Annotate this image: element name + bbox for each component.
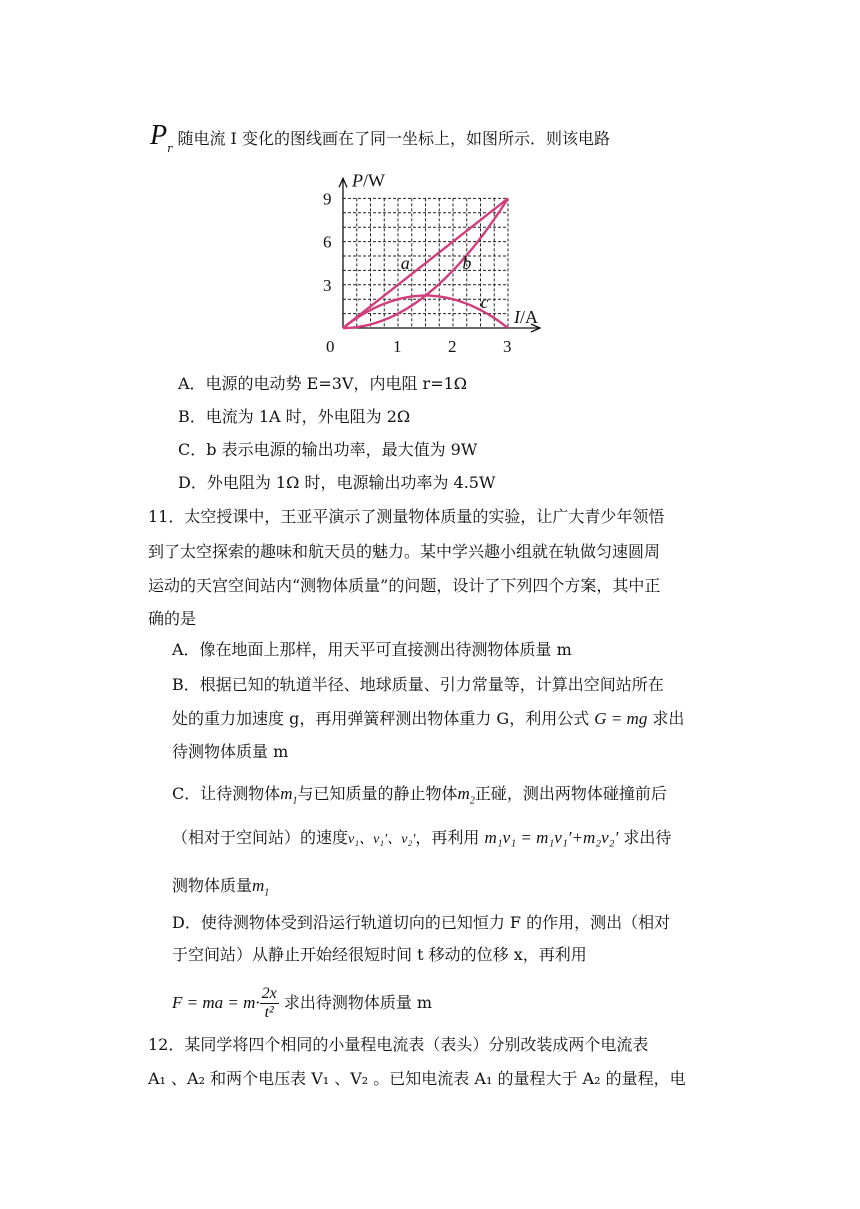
chart-grid — [343, 198, 508, 328]
force-equation: F = ma = m· — [172, 993, 260, 1012]
q11-c-text6: 求出待 — [623, 828, 672, 847]
y-tick-label: 6 — [323, 232, 332, 252]
q11-option-b-line1: B．根据已知的轨道半径、地球质量、引力常量等，计算出空间站所在 — [172, 675, 664, 694]
x-axis-arrow — [531, 324, 540, 332]
q11-option-c-line2 — [172, 826, 671, 852]
q11-option-a: A．像在地面上那样，用天平可直接测出待测物体质量 m — [172, 640, 572, 659]
q12-stem-line2: A₁ 、A₂ 和两个电压表 V₁ 、V₂ 。已知电流表 A₁ 的量程大于 A₂ 的量程，电 — [148, 1069, 686, 1088]
q11-option-d-line2: 于空间站）从静止开始经很短时间 t 移动的位移 x，再利用 — [172, 945, 587, 964]
series-a-line — [343, 198, 508, 328]
m1-symbol: $m_1$ — [280, 784, 298, 807]
y-axis-label: P/W — [352, 170, 385, 191]
q11-b-formula: G = mg — [594, 709, 648, 728]
intro-text: 随电流 I 变化的图线画在了同一坐标上，如图所示．则该电路 — [177, 129, 610, 148]
q11-c-text3: 正碰，测出两物体碰撞前后 — [474, 784, 667, 803]
q11-option-b-line2 — [172, 707, 684, 731]
q11-option-b-line3: 待测物体质量 m — [172, 742, 289, 761]
q11-d-text-end: 求出待测物体质量 m — [283, 993, 433, 1012]
power-symbol: P — [150, 120, 168, 151]
q11-c-text4: （相对于空间站）的速度 — [172, 828, 349, 847]
q11-option-d-line1: D．使待测物体受到沿运行轨道切向的已知恒力 F 的作用，测出（相对 — [172, 913, 671, 932]
chart-labels — [323, 170, 538, 356]
series-a-label: a — [400, 252, 410, 273]
q11-b-text-end: 求出 — [652, 709, 685, 728]
q11-option-c-line3 — [172, 874, 269, 905]
momentum-equation: m₁v₁ = m₁v₁′+m₂v₂′ — [484, 828, 619, 847]
series-b-line — [343, 198, 508, 328]
m2-symbol: $m_2$ — [457, 784, 475, 807]
q10-option-a: A．电源的电动势 E=3V，内电阻 r=1Ω — [178, 374, 468, 393]
fraction-denominator: t² — [264, 1004, 274, 1021]
chart-axes — [339, 178, 540, 332]
x-axis-label: I/A — [514, 307, 538, 327]
q11-stem-line4: 确的是 — [148, 609, 197, 628]
q11-c-text7: 测物体质量 — [172, 876, 253, 895]
q11-c-text1: C．让待测物体 — [172, 784, 281, 803]
series-c-label: c — [480, 291, 489, 312]
fraction — [260, 985, 279, 1022]
q12-stem-line1: 12．某同学将四个相同的小量程电流表（表头）分别改装成两个电流表 — [148, 1035, 649, 1054]
x-tick-label: 3 — [503, 337, 512, 356]
x-tick-label: 2 — [448, 337, 457, 356]
q10-option-b: B．电流为 1A 时，外电阻为 2Ω — [178, 407, 411, 426]
origin-label: 0 — [326, 337, 335, 356]
x-tick-label: 1 — [393, 337, 402, 356]
y-axis-arrow — [339, 178, 347, 187]
y-tick-label: 3 — [323, 275, 332, 295]
velocity-symbols: v₁、v₁′、v₂′ — [348, 832, 416, 847]
q11-c-text2: 与已知质量的静止物体 — [297, 784, 458, 803]
series-c-line — [343, 296, 508, 328]
m1-symbol-2: $m_1$ — [252, 876, 270, 899]
y-tick-label: 9 — [323, 189, 332, 209]
q11-stem-line1: 11．太空授课中，王亚平演示了测量物体质量的实验，让广大青少年领悟 — [148, 507, 665, 526]
q11-option-c-line1 — [172, 782, 667, 813]
q11-b-text: 处的重力加速度 g，再用弹簧秤测出物体重力 G，利用公式 — [172, 709, 590, 728]
q11-option-d-line3 — [172, 985, 432, 1022]
power-subscript: r — [167, 142, 173, 155]
fraction-numerator: 2x — [261, 985, 277, 1002]
q11-stem-line2: 到了太空探索的趣味和航天员的魅力。某中学兴趣小组就在轨做匀速圆周 — [148, 542, 661, 561]
q10-option-c: C．b 表示电源的输出功率，最大值为 9W — [178, 440, 478, 459]
chart-curves — [343, 198, 508, 328]
q11-c-text5: ，再利用 — [415, 828, 480, 847]
q10-option-d: D．外电阻为 1Ω 时，电源输出功率为 4.5W — [178, 473, 496, 492]
series-b-label: b — [462, 252, 472, 273]
q11-stem-line3: 运动的天宫空间站内“测物体质量”的问题，设计了下列四个方案，其中正 — [148, 576, 661, 595]
intro-line — [150, 120, 610, 155]
